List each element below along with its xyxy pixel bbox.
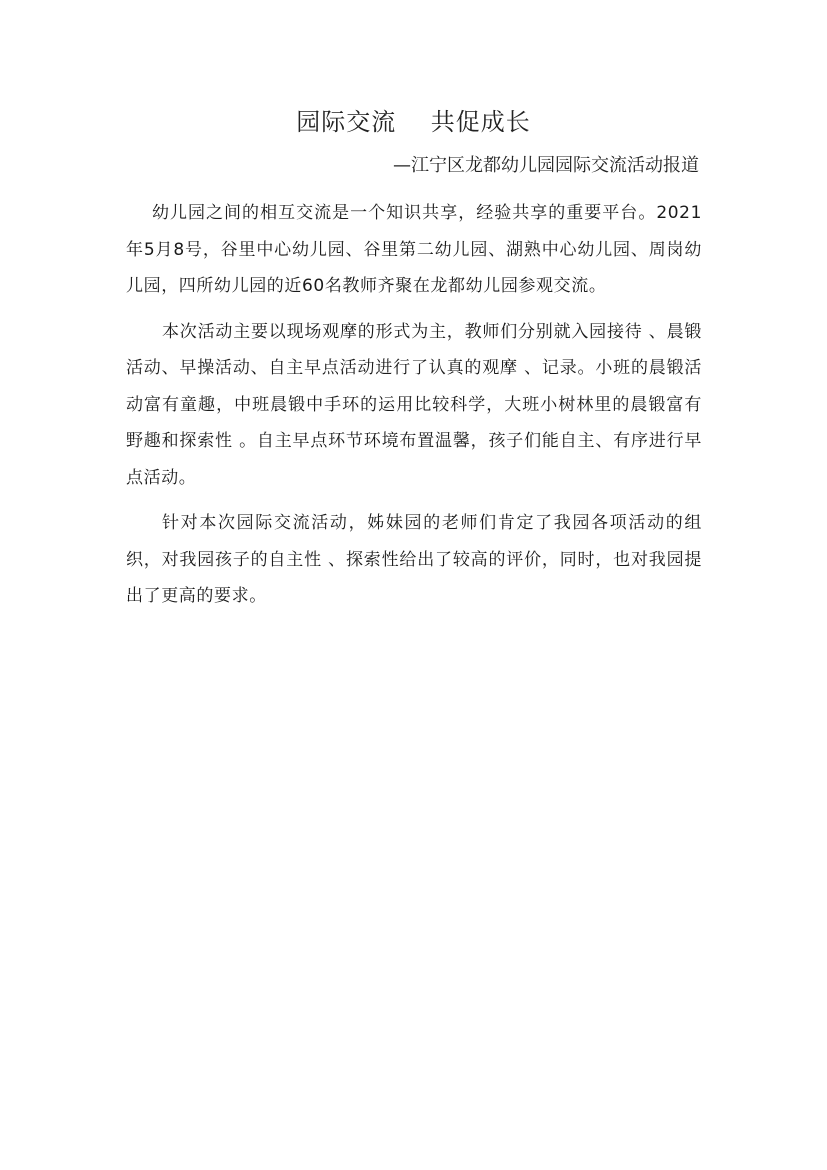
paragraph-feedback: 针对本次园际交流活动，姊妹园的老师们肯定了我园各项活动的组织，对我园孩子的自主性 、探索性给出了较高的评价，同时，也对我园提出了更高的要求。 bbox=[126, 513, 702, 606]
page-title: 园际交流 共促成长 bbox=[296, 108, 531, 136]
article-body bbox=[126, 195, 702, 615]
page-subtitle: —江宁区龙都幼儿园园际交流活动报道 bbox=[393, 155, 699, 176]
paragraph-intro: 幼儿园之间的相互交流是一个知识共享，经验共享的重要平台。2021年5月8号，谷里中心幼儿园、谷里第二幼儿园、湖熟中心幼儿园、周岗幼儿园，四所幼儿园的近60名教师齐聚在龙都幼儿园参观交流。 bbox=[126, 203, 702, 296]
paragraph-activities: 本次活动主要以现场观摩的形式为主，教师们分别就入园接待 、晨锻活动、早操活动、自主早点活动进行了认真的观摩 、记录。小班的晨锻活动富有童趣，中班晨锻中手环的运用比较科学，大班小树林里的晨锻富有野趣和探索性 。自主早点环节环境布置温馨，孩子们能自主、有序进行早点活动。 bbox=[126, 321, 702, 488]
